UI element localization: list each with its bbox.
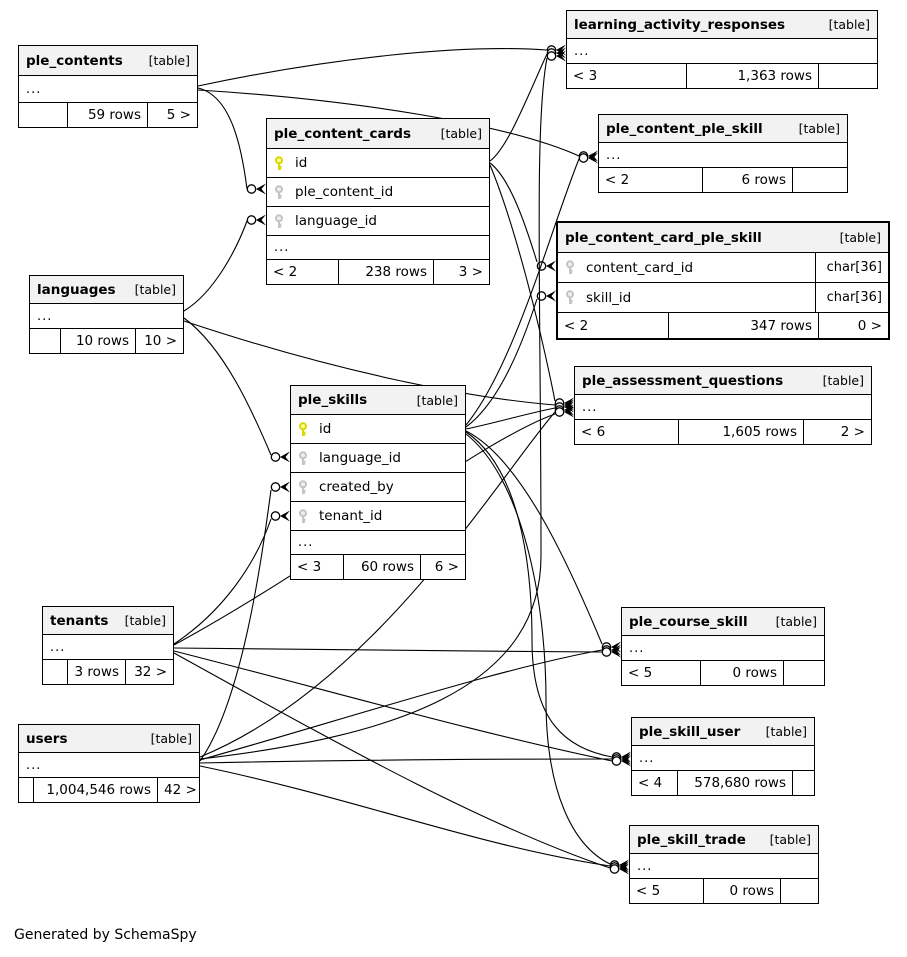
foreign-key-icon [274, 214, 286, 229]
zero-or-one-dot-icon [537, 292, 545, 300]
parents-link [19, 103, 68, 127]
children-link [784, 661, 824, 685]
crowfoot-arrow-icon [280, 452, 290, 463]
column-row-language_id[interactable] [267, 207, 489, 236]
zero-or-one-dot-icon [602, 648, 610, 656]
table-type-tag: [table] [124, 613, 166, 628]
row-count: 0 rows [704, 879, 781, 903]
relationship-edge-tenants--ple_course_skill [174, 648, 602, 652]
zero-or-one-dot-icon [271, 512, 279, 520]
table-type-tag: [table] [769, 832, 811, 847]
column-name: language_id [295, 213, 377, 229]
table-name[interactable]: languages [37, 281, 116, 298]
table-header-languages[interactable] [30, 276, 183, 304]
columns-ellipsis: ... [267, 236, 489, 260]
columns-ellipsis: ... [43, 635, 173, 660]
table-name[interactable]: users [26, 730, 68, 747]
relationship-edge-ple_content_cards.id--ple_content_card_ple_skill.content_card_id [490, 163, 537, 262]
table-header-ple_course_skill[interactable] [622, 608, 824, 636]
row-count: 60 rows [344, 555, 421, 579]
entity-tenants [42, 606, 174, 685]
table-footer-ple_skills [291, 555, 465, 579]
table-name[interactable]: ple_assessment_questions [582, 372, 784, 389]
column-row-language_id[interactable] [291, 444, 465, 473]
entity-ple_content_cards [266, 118, 490, 285]
parents-link[interactable]: < 6 [575, 420, 679, 444]
row-count: 10 rows [61, 329, 136, 353]
foreign-key-icon [274, 185, 286, 200]
parents-link[interactable]: < 5 [622, 661, 701, 685]
table-name[interactable]: ple_content_card_ple_skill [565, 229, 762, 246]
row-count: 3 rows [68, 660, 126, 684]
children-link [781, 879, 818, 903]
relationship-edge-ple_contents--ple_content_cards.ple_content_id [198, 88, 247, 189]
children-link[interactable]: 0 > [857, 317, 882, 334]
table-type-tag: [table] [775, 614, 817, 629]
table-name[interactable]: ple_skill_user [639, 723, 741, 740]
table-header-ple_skill_user[interactable] [632, 718, 814, 746]
row-count: 1,004,546 rows [34, 778, 158, 802]
zero-or-one-dot-icon [610, 865, 618, 873]
crowfoot-arrow-icon [546, 261, 556, 272]
zero-or-one-dot-icon [271, 483, 279, 491]
column-name: language_id [319, 450, 401, 466]
column-type: char[36] [815, 283, 888, 312]
column-name: skill_id [586, 289, 632, 306]
parents-link[interactable]: < 3 [291, 555, 344, 579]
zero-or-one-dot-icon [555, 408, 563, 416]
table-footer-ple_content_card_ple_skill [558, 313, 888, 338]
relationship-edge-users--ple_skills.created_by [200, 490, 271, 761]
columns-ellipsis: ... [575, 395, 871, 420]
children-link[interactable]: 6 > [434, 559, 459, 575]
column-name: id [295, 155, 308, 171]
table-footer-users [19, 778, 199, 802]
relationship-edge-ple_skills.id--ple_assessment_questions [466, 408, 555, 429]
foreign-key-icon [298, 509, 310, 524]
table-header-ple_content_cards[interactable] [267, 119, 489, 149]
table-header-ple_assessment_questions[interactable] [575, 367, 871, 395]
children-link [793, 771, 814, 795]
relationship-edge-tenants--ple_skills.tenant_id [174, 519, 271, 644]
zero-or-one-dot-icon [579, 154, 587, 162]
zero-or-one-dot-icon [247, 216, 255, 224]
parents-link [19, 778, 34, 802]
parents-link [43, 660, 68, 684]
crowfoot-arrow-icon [546, 291, 556, 302]
row-count: 347 rows [669, 313, 819, 338]
table-footer-ple_skill_user [632, 771, 814, 795]
columns-ellipsis: ... [30, 304, 183, 329]
entity-learning_activity_responses [566, 10, 878, 89]
relationship-edge-ple_contents--learning_activity_responses [198, 49, 547, 86]
foreign-key-icon [565, 290, 577, 305]
columns-ellipsis: ... [632, 746, 814, 771]
columns-ellipsis: ... [567, 39, 877, 64]
entity-languages [29, 275, 184, 354]
relationship-edge-languages--ple_content_cards.language_id [184, 221, 247, 311]
table-type-tag: [table] [150, 731, 192, 746]
column-row-id[interactable] [267, 149, 489, 178]
row-count: 1,605 rows [679, 420, 804, 444]
relationship-edge-ple_skills.id--ple_course_skill [466, 431, 602, 644]
column-name: ple_content_id [295, 184, 394, 200]
columns-ellipsis: ... [630, 854, 818, 879]
crowfoot-arrow-icon [280, 511, 290, 522]
column-row-skill_id[interactable] [558, 283, 888, 313]
crowfoot-arrow-icon [256, 215, 266, 226]
table-header-ple_contents[interactable] [19, 46, 197, 76]
foreign-key-icon [298, 451, 310, 466]
entity-ple_content_card_ple_skill [556, 221, 890, 340]
entity-ple_contents [18, 45, 198, 128]
table-type-tag: [table] [822, 373, 864, 388]
column-row-content_card_id[interactable] [558, 253, 888, 283]
table-type-tag: [table] [416, 392, 458, 408]
table-footer-ple_course_skill [622, 661, 824, 685]
entity-ple_skills [290, 385, 466, 580]
relationship-edge-users--ple_course_skill [200, 650, 602, 760]
row-count: 238 rows [339, 260, 434, 284]
zero-or-one-dot-icon [271, 453, 279, 461]
children-link[interactable]: 10 > [144, 333, 177, 349]
entity-ple_assessment_questions [574, 366, 872, 445]
row-count: 59 rows [68, 103, 148, 127]
table-header-ple_skill_trade[interactable] [630, 826, 818, 854]
table-footer-ple_skill_trade [630, 879, 818, 903]
relationship-edge-users--ple_skill_trade [200, 766, 610, 866]
zero-or-one-dot-icon [547, 52, 555, 60]
zero-or-one-dot-icon [612, 757, 620, 765]
primary-key-icon [274, 156, 286, 171]
primary-key-icon [298, 422, 310, 437]
children-link[interactable]: 32 > [134, 664, 167, 680]
relationship-edge-ple_skills.id--ple_skill_trade [466, 434, 610, 864]
row-count: 1,363 rows [687, 64, 819, 88]
columns-ellipsis: ... [622, 636, 824, 661]
columns-ellipsis: ... [599, 143, 847, 168]
parents-link[interactable]: < 2 [599, 168, 703, 192]
table-footer-ple_content_ple_skill [599, 168, 847, 192]
entity-ple_course_skill [621, 607, 825, 686]
row-count: 6 rows [703, 168, 793, 192]
table-name[interactable]: ple_course_skill [629, 613, 748, 630]
parents-link[interactable]: < 2 [267, 260, 339, 284]
parents-link[interactable]: < 4 [632, 771, 678, 795]
table-footer-learning_activity_responses [567, 64, 877, 88]
parents-link [30, 329, 61, 353]
table-name[interactable]: ple_content_cards [274, 125, 411, 142]
table-name[interactable]: ple_contents [26, 52, 123, 69]
children-link [793, 168, 847, 192]
children-link[interactable]: 2 > [840, 424, 865, 440]
crowfoot-arrow-icon [280, 482, 290, 493]
table-name[interactable]: ple_skills [298, 392, 368, 408]
parents-link[interactable]: < 2 [558, 313, 669, 338]
table-footer-ple_contents [19, 103, 197, 127]
foreign-key-icon [565, 260, 577, 275]
table-type-tag: [table] [134, 282, 176, 297]
relationship-edge-languages--ple_skills.language_id [184, 318, 271, 455]
column-row-tenant_id[interactable] [291, 502, 465, 531]
table-type-tag: [table] [765, 724, 807, 739]
column-row-created_by[interactable] [291, 473, 465, 502]
parents-link[interactable]: < 5 [630, 879, 704, 903]
table-header-ple_skills[interactable] [291, 386, 465, 415]
table-name[interactable]: ple_content_ple_skill [606, 120, 763, 137]
row-count: 578,680 rows [678, 771, 793, 795]
children-link[interactable]: 3 > [458, 264, 483, 280]
foreign-key-icon [298, 480, 310, 495]
entity-ple_content_ple_skill [598, 114, 848, 193]
table-type-tag: [table] [839, 230, 881, 245]
table-footer-ple_assessment_questions [575, 420, 871, 444]
column-row-ple_content_id[interactable] [267, 178, 489, 207]
column-type: char[36] [815, 253, 888, 282]
table-footer-languages [30, 329, 183, 353]
table-header-users[interactable] [19, 725, 199, 753]
table-header-ple_content_ple_skill[interactable] [599, 115, 847, 143]
table-name[interactable]: ple_skill_trade [637, 831, 746, 848]
table-footer-ple_content_cards [267, 260, 489, 284]
table-type-tag: [table] [440, 126, 482, 141]
column-name: content_card_id [586, 259, 694, 276]
column-name: id [319, 421, 332, 437]
zero-or-one-dot-icon [247, 185, 255, 193]
columns-ellipsis: ... [291, 531, 465, 555]
table-header-ple_content_card_ple_skill[interactable] [558, 223, 888, 253]
table-name[interactable]: learning_activity_responses [574, 16, 786, 33]
table-footer-tenants [43, 660, 173, 684]
crowfoot-arrow-icon [256, 184, 266, 195]
entity-ple_skill_user [631, 717, 815, 796]
generated-by-note: Generated by SchemaSpy [14, 927, 197, 943]
table-type-tag: [table] [148, 53, 190, 68]
relationship-edge-ple_content_cards.id--learning_activity_responses [490, 54, 547, 161]
children-link [819, 64, 877, 88]
relationship-edge-ple_content_cards.id--ple_assessment_questions [490, 165, 555, 401]
entity-users [18, 724, 200, 803]
table-type-tag: [table] [828, 17, 870, 32]
children-link[interactable]: 42 > [164, 782, 197, 798]
columns-ellipsis: ... [19, 76, 197, 103]
parents-link[interactable]: < 3 [567, 64, 687, 88]
relationship-edge-ple_skills.id--ple_skill_user [466, 432, 612, 757]
row-count: 0 rows [701, 661, 784, 685]
children-link[interactable]: 5 > [166, 107, 191, 123]
table-header-learning_activity_responses[interactable] [567, 11, 877, 39]
column-name: tenant_id [319, 508, 383, 524]
relationship-edge-ple_skills.id--ple_content_card_ple_skill.skill_id [466, 299, 537, 427]
entity-ple_skill_trade [629, 825, 819, 904]
table-header-tenants[interactable] [43, 607, 173, 635]
column-name: created_by [319, 479, 394, 495]
table-name[interactable]: tenants [50, 612, 109, 629]
table-type-tag: [table] [798, 121, 840, 136]
columns-ellipsis: ... [19, 753, 199, 778]
column-row-id[interactable] [291, 415, 465, 444]
